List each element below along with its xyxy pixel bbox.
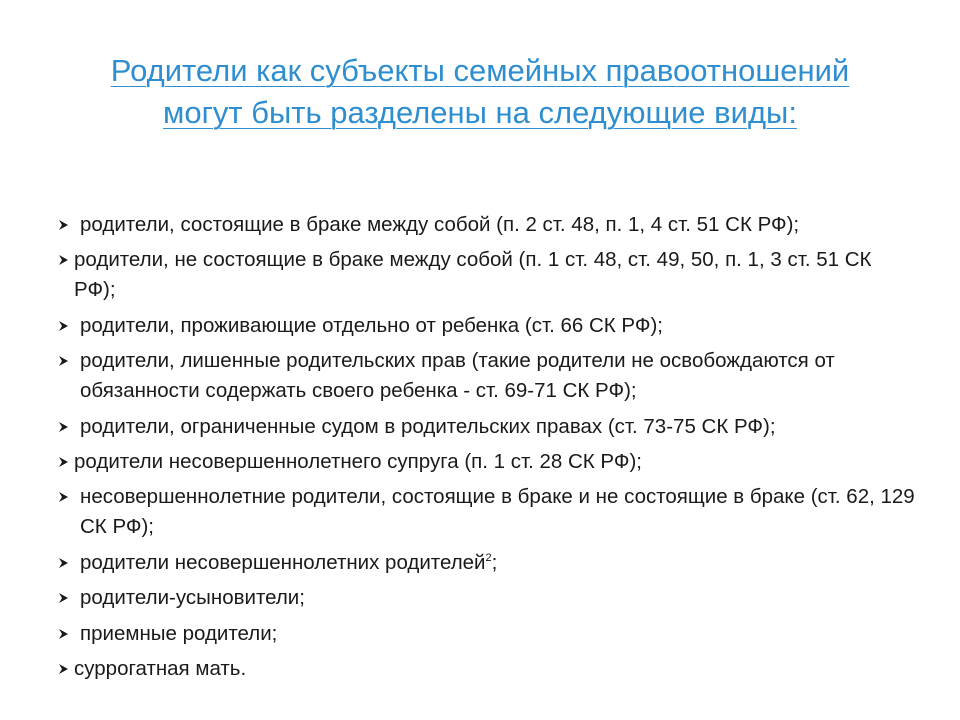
list-item: [58, 654, 918, 684]
list-item: [58, 548, 918, 578]
list-item-text: родители-усыновители;: [80, 586, 305, 610]
arrow-check-icon: [58, 583, 72, 613]
list-item-text: родители, лишенные родительских прав (такие родители не освобождаются от обязанности содержать своего ребенка - ст. 69-71 СК РФ);: [80, 349, 835, 403]
types-list: [58, 210, 918, 689]
list-item: [58, 311, 918, 341]
slide-title: [40, 50, 920, 134]
arrow-check-icon: [58, 654, 72, 684]
list-item-text: суррогатная мать.: [74, 656, 247, 680]
arrow-check-icon: [58, 346, 72, 376]
list-item: [58, 210, 918, 240]
arrow-check-icon: [58, 548, 72, 578]
list-item-main: родители несовершеннолетних родителей: [80, 550, 486, 574]
list-item-text: приемные родители;: [80, 621, 278, 645]
arrow-check-icon: [58, 245, 72, 275]
list-item: [58, 619, 918, 649]
list-item-text: родители несовершеннолетнего супруга (п. 1 ст. 28 СК РФ);: [74, 449, 642, 473]
title-line-2: могут быть разделены на следующие виды:: [163, 95, 797, 130]
list-item-text: [72, 548, 918, 578]
list-item: [58, 412, 918, 442]
list-item-tail: ;: [491, 550, 498, 574]
list-item-text: родители, ограниченные судом в родительских правах (ст. 73-75 СК РФ);: [80, 414, 776, 438]
list-item: [58, 482, 918, 542]
arrow-check-icon: [58, 482, 72, 512]
arrow-check-icon: [58, 210, 72, 240]
arrow-check-icon: [58, 447, 72, 477]
footnote-marker: 2: [485, 551, 492, 564]
title-line-1: Родители как субъекты семейных правоотношений: [110, 53, 850, 88]
arrow-check-icon: [58, 619, 72, 649]
arrow-check-icon: [58, 412, 72, 442]
list-item-text: родители, состоящие в браке между собой (п. 2 ст. 48, п. 1, 4 ст. 51 СК РФ);: [80, 213, 800, 236]
list-item-text: родители, проживающие отдельно от ребенка (ст. 66 СК РФ);: [80, 313, 663, 337]
list-item: [58, 447, 918, 477]
list-item-text: несовершеннолетние родители, состоящие в браке и не состоящие в браке (ст. 62, 129 СК РФ);: [80, 485, 915, 539]
arrow-check-icon: [58, 311, 72, 341]
list-item: [58, 245, 918, 305]
list-item: [58, 583, 918, 613]
list-item: [58, 346, 918, 406]
list-item-text: родители, не состоящие в браке между собой (п. 1 ст. 48, ст. 49, 50, п. 1, 3 ст. 51 СК РФ);: [74, 248, 872, 302]
